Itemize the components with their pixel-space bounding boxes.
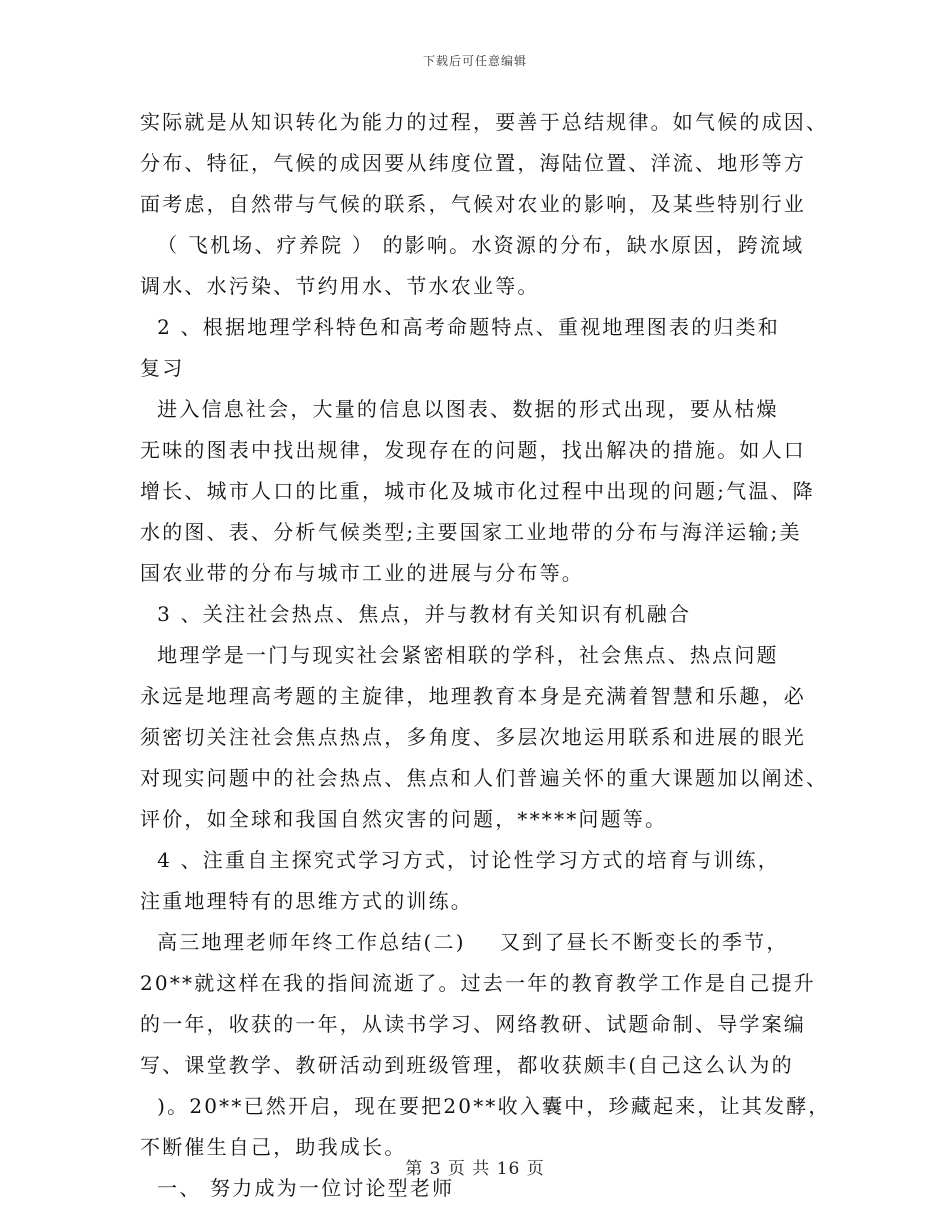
text-line: 无味的图表中找出规律，发现存在的问题，找出解决的措施。如人口 [140,438,806,462]
text-line: 实际就是从知识转化为能力的过程，要善于总结规律。如气候的成因、 [140,110,829,134]
page-footer: 第 3 页 共 16 页 [405,1159,545,1179]
page-header: 下载后可任意编辑 [422,54,527,68]
text-line: 复习 [140,356,185,380]
text-line: 对现实问题中的社会热点、焦点和人们普遍关怀的重大课题加以阐述、 [140,766,829,790]
text-line: 永远是地理高考题的主旋律，地理教育本身是充满着智慧和乐趣，必 [140,684,806,708]
text-line: 调水、水污染、节约用水、节水农业等。 [140,274,540,298]
text-line: )。20**已然开启，现在要把20**收入囊中，珍藏起来，让其发酵， [140,1094,831,1118]
text-line: 国农业带的分布与城市工业的进展与分布等。 [140,561,584,585]
body-text [140,102,831,1209]
text-line: 水的图、表、分析气候类型;主要国家工业地带的分布与海洋运输;美 [140,520,802,544]
text-line: 须密切关注社会焦点热点，多角度、多层次地运用联系和进展的眼光 [140,725,806,749]
text-line: 4 、注重自主探究式学习方式，讨论性学习方式的培育与训练， [140,848,780,872]
text-line: 分布、特征，气候的成因要从纬度位置，海陆位置、洋流、地形等方 [140,151,806,175]
text-line: 高三地理老师年终工作总结(二) 又到了昼长不断变长的季节， [140,930,789,954]
text-line: 3 、关注社会热点、焦点，并与教材有关知识有机融合 [140,602,692,626]
text-line: 2 、根据地理学科特色和高考命题特点、重视地理图表的归类和 [140,315,780,339]
text-line: 注重地理特有的思维方式的训练。 [140,889,473,913]
text-line: 地理学是一门与现实社会紧密相联的学科，社会焦点、热点问题 [140,643,779,667]
text-line: 面考虑，自然带与气候的联系，气候对农业的影响，及某些特别行业 [140,192,806,216]
text-line: 进入信息社会，大量的信息以图表、数据的形式出现，要从枯燥 [140,397,779,421]
text-line: 增长、城市人口的比重，城市化及城市化过程中出现的问题;气温、降 [140,479,815,503]
text-line: 不断催生自己，助我成长。 [140,1135,407,1159]
text-line: 写、课堂教学、教研活动到班级管理，都收获颇丰(自己这么认为的 [140,1053,794,1077]
text-line: （ 飞机场、疗养院 ） 的影响。水资源的分布，缺水原因，跨流域 [140,233,805,257]
text-line: 20**就这样在我的指间流逝了。过去一年的教育教学工作是自己提升 [140,971,816,995]
text-line: 评价，如全球和我国自然灾害的问题，*****问题等。 [140,807,668,831]
text-line: 的一年，收获的一年，从读书学习、网络教研、试题命制、导学案编 [140,1012,806,1036]
text-line: 一、 努力成为一位讨论型老师 [140,1176,455,1200]
